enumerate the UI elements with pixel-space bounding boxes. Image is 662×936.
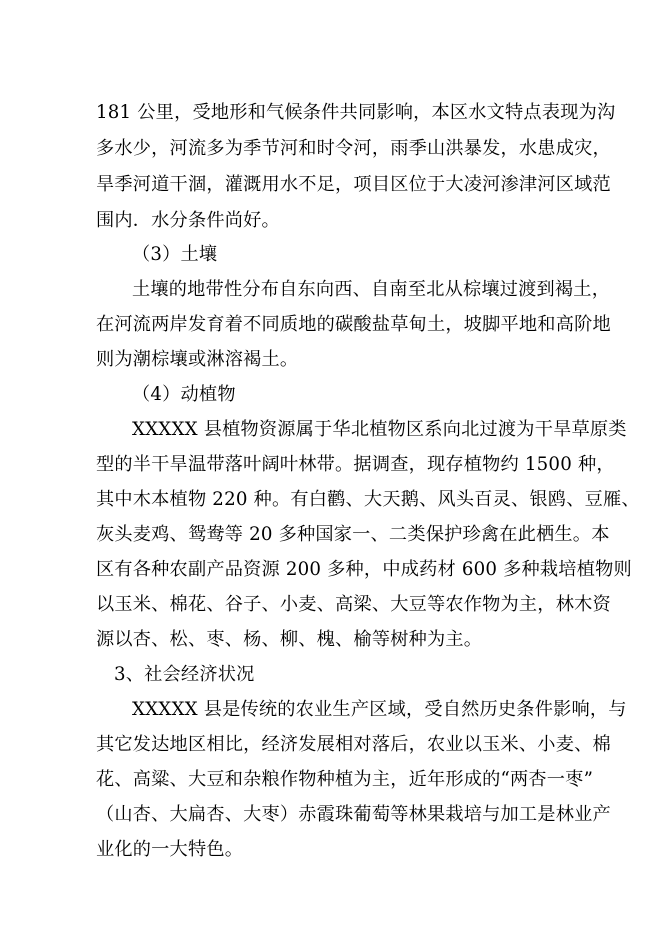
section-heading-socioeconomic: 3、社会经济状况: [114, 664, 255, 685]
paragraph-line: 旱季河道干涸，灌溉用水不足，项目区位于大凌河渗津河区域范: [96, 174, 611, 195]
paragraph-line: 土壤的地带性分布自东向西、自南至北从棕壤过渡到褐土，: [132, 279, 611, 300]
paragraph-line: 灰头麦鸡、鸳鸯等 20 多种国家一、二类保护珍禽在此栖生。本: [96, 524, 610, 545]
paragraph-line: 业化的一大特色。: [96, 839, 244, 860]
paragraph-line: 围内．水分条件尚好。: [96, 210, 280, 231]
paragraph-line: 在河流两岸发育着不同质地的碳酸盐草甸土，坡脚平地和高阶地: [96, 314, 611, 335]
paragraph-line: XXXXX 县是传统的农业生产区域，受自然历史条件影响，与: [132, 699, 627, 720]
paragraph-line: 181 公里，受地形和气候条件共同影响，本区水文特点表现为沟: [96, 102, 616, 123]
paragraph-line: XXXXX 县植物资源属于华北植物区系向北过渡为干旱草原类: [132, 419, 627, 440]
paragraph-line: 以玉米、棉花、谷子、小麦、高梁、大豆等农作物为主，林木资: [96, 594, 611, 615]
paragraph-line: 则为潮棕壤或淋溶褐土。: [96, 349, 299, 370]
paragraph-line: 多水少，河流多为季节河和时令河，雨季山洪暴发，水患成灾，: [96, 138, 611, 159]
paragraph-line: 型的半干旱温带落叶阔叶林带。据调查，现存植物约 1500 种，: [96, 454, 615, 475]
paragraph-line: 区有各种农副产品资源 200 多种，中成药材 600 多种栽培植物则: [96, 559, 632, 580]
section-heading-soil: （3）土壤: [132, 244, 218, 265]
paragraph-line: 花、高粱、大豆和杂粮作物种植为主，近年形成的“两杏一枣”: [96, 769, 594, 790]
paragraph-line: （山杏、大扁杏、大枣）赤霞珠葡萄等林果栽培与加工是林业产: [96, 804, 611, 825]
paragraph-line: 源以杏、松、枣、杨、柳、槐、榆等树种为主。: [96, 629, 483, 650]
paragraph-line: 其它发达地区相比，经济发展相对落后，农业以玉米、小麦、棉: [96, 734, 611, 755]
paragraph-line: 其中木本植物 220 种。有白鹳、大天鹅、风头百灵、银鸥、豆雁、: [96, 489, 640, 510]
section-heading-flora-fauna: （4）动植物: [132, 384, 236, 405]
